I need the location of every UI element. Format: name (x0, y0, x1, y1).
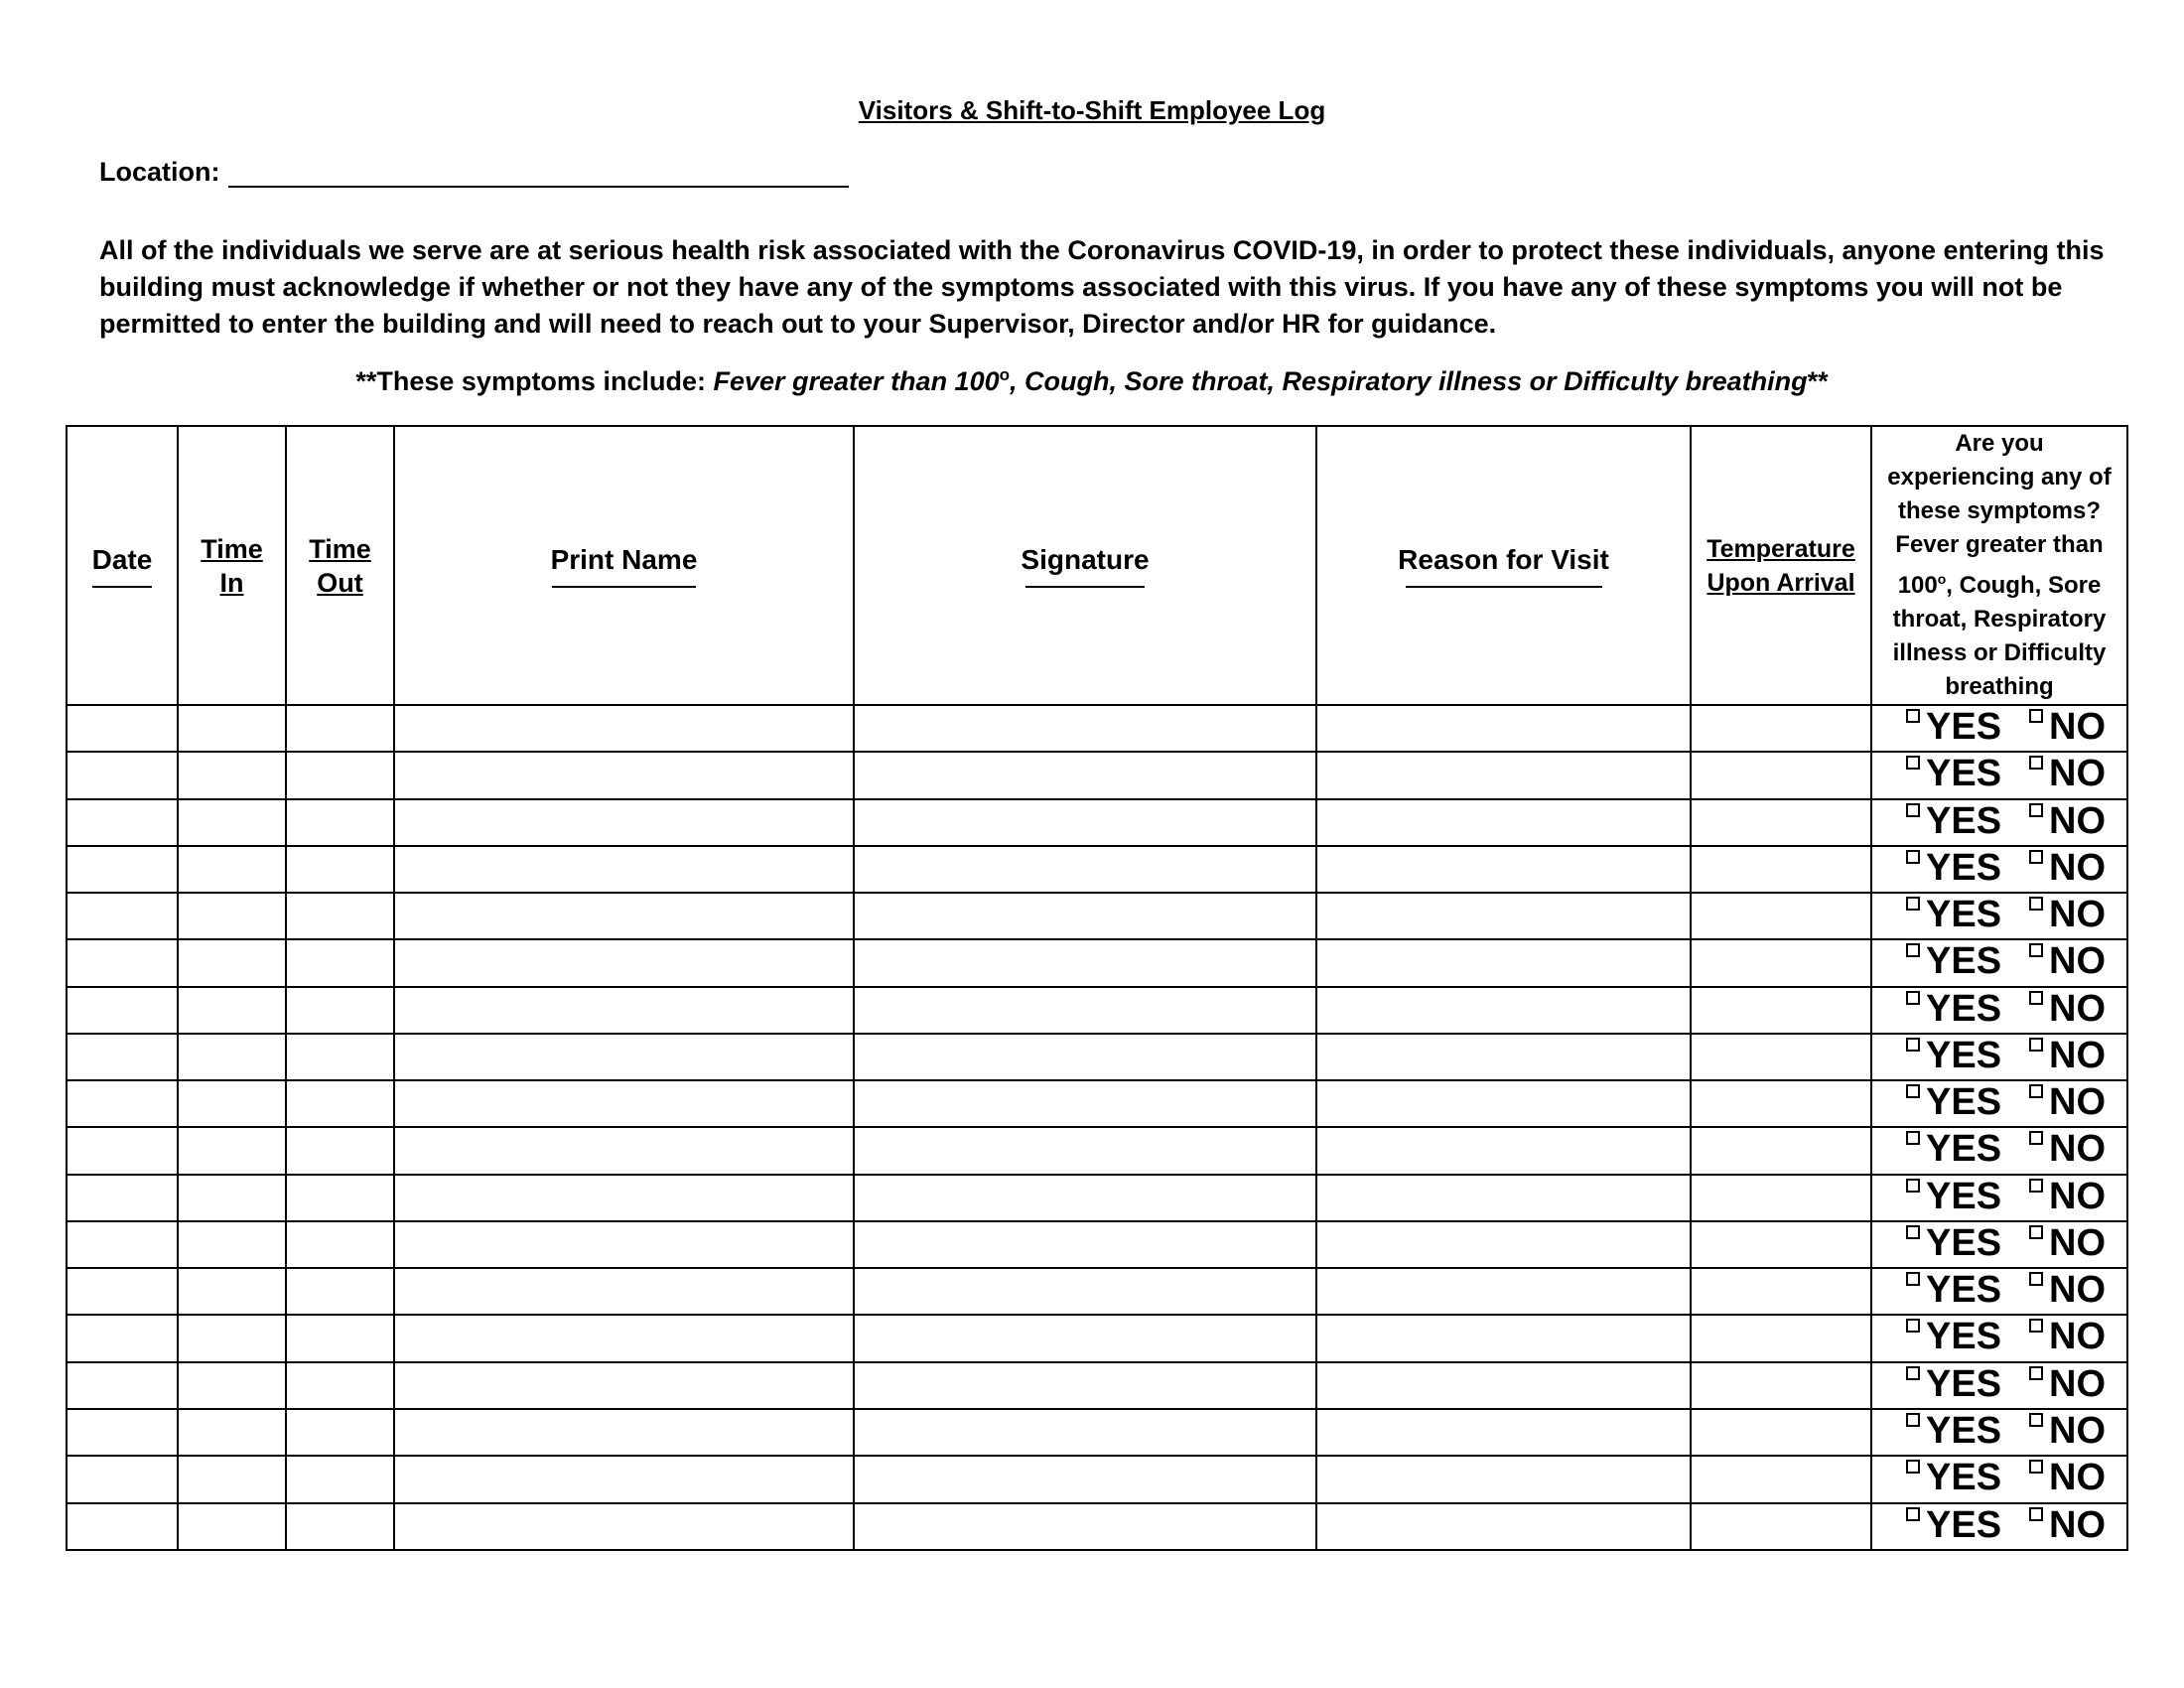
reason-cell[interactable] (1316, 987, 1691, 1034)
no-checkbox[interactable] (2029, 1460, 2043, 1474)
temperature-cell[interactable] (1691, 987, 1871, 1034)
symptom-answer-cell (1871, 1362, 2127, 1409)
table-row (67, 1409, 2127, 1456)
time-in-cell[interactable] (178, 939, 286, 986)
location-field (99, 157, 849, 188)
temperature-cell[interactable] (1691, 1221, 1871, 1268)
print-name-cell[interactable] (394, 1268, 854, 1315)
yes-checkbox[interactable] (1906, 1179, 1920, 1193)
no-checkbox[interactable] (2029, 1084, 2043, 1098)
print-name-cell[interactable] (394, 1456, 854, 1502)
table-row (67, 1221, 2127, 1268)
temperature-cell[interactable] (1691, 1315, 1871, 1361)
time-out-cell[interactable] (286, 987, 394, 1034)
symptom-answer-cell (1871, 1456, 2127, 1502)
symptom-answer-cell (1871, 752, 2127, 798)
no-label: NO (2049, 1316, 2106, 1358)
signature-cell[interactable] (854, 846, 1316, 893)
no-label: NO (2049, 753, 2106, 795)
page-title: Visitors & Shift-to-Shift Employee Log (858, 95, 1326, 125)
header-date-underline (92, 586, 152, 588)
no-label: NO (2049, 799, 2106, 842)
symptom-answer-cell (1871, 1034, 2127, 1080)
symptom-answer-cell (1871, 1127, 2127, 1174)
yes-label: YES (1926, 846, 2002, 889)
visitor-log-table (66, 425, 2128, 1551)
temperature-cell[interactable] (1691, 846, 1871, 893)
reason-cell[interactable] (1316, 1221, 1691, 1268)
yes-checkbox[interactable] (1906, 850, 1920, 864)
temperature-cell[interactable] (1691, 1175, 1871, 1221)
header-date (67, 426, 178, 705)
signature-cell[interactable] (854, 799, 1316, 846)
time-out-cell[interactable] (286, 1221, 394, 1268)
time-in-cell[interactable] (178, 1127, 286, 1174)
yes-checkbox[interactable] (1906, 1038, 1920, 1052)
header-time-out-line1: Time (309, 533, 371, 564)
symptom-answer-cell (1871, 1080, 2127, 1127)
reason-cell[interactable] (1316, 1268, 1691, 1315)
no-checkbox[interactable] (2029, 1179, 2043, 1193)
print-name-cell[interactable] (394, 1409, 854, 1456)
no-checkbox[interactable] (2029, 943, 2043, 957)
no-checkbox[interactable] (2029, 897, 2043, 911)
reason-cell[interactable] (1316, 1080, 1691, 1127)
no-checkbox[interactable] (2029, 1507, 2043, 1521)
symptoms-suffix: ** (1807, 366, 1829, 396)
time-out-cell[interactable] (286, 1456, 394, 1502)
symptoms-italic-1: Fever greater than 100 (713, 366, 1000, 396)
symptom-answer-cell (1871, 1221, 2127, 1268)
header-reason (1316, 426, 1691, 705)
symptom-answer-cell (1871, 987, 2127, 1034)
symptom-answer-cell (1871, 799, 2127, 846)
yes-label: YES (1926, 1081, 2002, 1124)
yes-label: YES (1926, 1269, 2002, 1312)
signature-cell[interactable] (854, 1503, 1316, 1550)
time-in-cell[interactable] (178, 846, 286, 893)
symptoms-italic-2: , Cough, Sore throat, Respiratory illness or Difficulty breathing (1010, 366, 1808, 396)
time-out-cell[interactable] (286, 1409, 394, 1456)
reason-cell[interactable] (1316, 1362, 1691, 1409)
degree-mark: o (999, 365, 1010, 384)
signature-cell[interactable] (854, 1409, 1316, 1456)
print-name-cell[interactable] (394, 1034, 854, 1080)
temperature-cell[interactable] (1691, 1362, 1871, 1409)
reason-cell[interactable] (1316, 939, 1691, 986)
header-print-name-label: Print Name (550, 543, 698, 575)
no-checkbox[interactable] (2029, 1413, 2043, 1427)
table-row (67, 846, 2127, 893)
time-in-cell[interactable] (178, 1268, 286, 1315)
no-checkbox[interactable] (2029, 1272, 2043, 1286)
date-cell[interactable] (67, 939, 178, 986)
temperature-cell[interactable] (1691, 799, 1871, 846)
time-out-cell[interactable] (286, 799, 394, 846)
reason-cell[interactable] (1316, 1175, 1691, 1221)
time-out-cell[interactable] (286, 939, 394, 986)
no-checkbox[interactable] (2029, 1366, 2043, 1380)
yes-label: YES (1926, 1316, 2002, 1358)
print-name-cell[interactable] (394, 987, 854, 1034)
notice-paragraph: All of the individuals we serve are at serious health risk associated with the Coronavirus COVID-19, in order to protect these individuals, anyone entering this building must acknowledge if whether or not they have any of the symptoms associated with this virus. If you have any of these symptoms you will not be permitted to enter the building and will need to reach out to your Supervisor, Director and/or HR for guidance. (99, 235, 2105, 339)
time-in-cell[interactable] (178, 799, 286, 846)
header-print-name (394, 426, 854, 705)
signature-cell[interactable] (854, 1362, 1316, 1409)
time-out-cell[interactable] (286, 1315, 394, 1361)
table-row (67, 799, 2127, 846)
no-label: NO (2049, 1221, 2106, 1264)
table-row (67, 752, 2127, 798)
no-label: NO (2049, 987, 2106, 1030)
date-cell[interactable] (67, 1080, 178, 1127)
yes-label: YES (1926, 1034, 2002, 1076)
yes-checkbox[interactable] (1906, 1131, 1920, 1145)
temperature-cell[interactable] (1691, 1456, 1871, 1502)
print-name-cell[interactable] (394, 846, 854, 893)
no-label: NO (2049, 940, 2106, 983)
table-row (67, 1268, 2127, 1315)
reason-cell[interactable] (1316, 1409, 1691, 1456)
table-row (67, 1503, 2127, 1550)
time-out-cell[interactable] (286, 1034, 394, 1080)
yes-label: YES (1926, 987, 2002, 1030)
print-name-cell[interactable] (394, 1127, 854, 1174)
symptoms-note (0, 365, 2184, 397)
print-name-cell[interactable] (394, 1503, 854, 1550)
temperature-cell[interactable] (1691, 1034, 1871, 1080)
question-text-1: Are you experiencing any of these symptoms? Fever greater than 100 (1887, 430, 2112, 599)
yes-checkbox[interactable] (1906, 1460, 1920, 1474)
no-label: NO (2049, 894, 2106, 936)
time-in-cell[interactable] (178, 893, 286, 939)
print-name-cell[interactable] (394, 1175, 854, 1221)
yes-checkbox[interactable] (1906, 1272, 1920, 1286)
time-out-cell[interactable] (286, 752, 394, 798)
yes-checkbox[interactable] (1906, 1507, 1920, 1521)
table-row (67, 1315, 2127, 1361)
symptom-answer-cell (1871, 1268, 2127, 1315)
header-signature-label: Signature (1021, 543, 1150, 575)
header-symptom-question (1871, 426, 2127, 705)
reason-cell[interactable] (1316, 1127, 1691, 1174)
no-label: NO (2049, 846, 2106, 889)
temperature-cell[interactable] (1691, 705, 1871, 752)
time-out-cell[interactable] (286, 1268, 394, 1315)
yes-checkbox[interactable] (1906, 1225, 1920, 1239)
signature-cell[interactable] (854, 752, 1316, 798)
no-checkbox[interactable] (2029, 756, 2043, 770)
date-cell[interactable] (67, 752, 178, 798)
time-out-cell[interactable] (286, 705, 394, 752)
header-signature (854, 426, 1316, 705)
header-time-out (286, 426, 394, 705)
reason-cell[interactable] (1316, 1315, 1691, 1361)
date-cell[interactable] (67, 1362, 178, 1409)
print-name-cell[interactable] (394, 752, 854, 798)
print-name-cell[interactable] (394, 799, 854, 846)
header-reason-label: Reason for Visit (1398, 543, 1609, 575)
yes-checkbox[interactable] (1906, 803, 1920, 817)
no-label: NO (2049, 1175, 2106, 1217)
date-cell[interactable] (67, 1034, 178, 1080)
header-time-in-line2: In (219, 567, 244, 598)
no-checkbox[interactable] (2029, 709, 2043, 723)
no-checkbox[interactable] (2029, 850, 2043, 864)
symptom-answer-cell (1871, 1175, 2127, 1221)
reason-cell[interactable] (1316, 1456, 1691, 1502)
print-name-cell[interactable] (394, 705, 854, 752)
print-name-cell[interactable] (394, 1080, 854, 1127)
yes-checkbox[interactable] (1906, 943, 1920, 957)
temperature-cell[interactable] (1691, 893, 1871, 939)
date-cell[interactable] (67, 1175, 178, 1221)
date-cell[interactable] (67, 1127, 178, 1174)
signature-cell[interactable] (854, 1127, 1316, 1174)
symptom-answer-cell (1871, 705, 2127, 752)
date-cell[interactable] (67, 1456, 178, 1502)
signature-cell[interactable] (854, 987, 1316, 1034)
no-label: NO (2049, 1503, 2106, 1546)
yes-label: YES (1926, 1221, 2002, 1264)
time-out-cell[interactable] (286, 846, 394, 893)
reason-cell[interactable] (1316, 752, 1691, 798)
header-print-name-underline (552, 586, 696, 588)
no-checkbox[interactable] (2029, 803, 2043, 817)
temperature-cell[interactable] (1691, 939, 1871, 986)
time-out-cell[interactable] (286, 1127, 394, 1174)
signature-cell[interactable] (854, 893, 1316, 939)
header-temperature (1691, 426, 1871, 705)
time-in-cell[interactable] (178, 1503, 286, 1550)
signature-cell[interactable] (854, 1456, 1316, 1502)
header-temp-line1: Temperature (1706, 534, 1855, 563)
yes-checkbox[interactable] (1906, 1413, 1920, 1427)
date-cell[interactable] (67, 1221, 178, 1268)
table-row (67, 1362, 2127, 1409)
location-label: Location: (99, 157, 220, 187)
signature-cell[interactable] (854, 1175, 1316, 1221)
location-input-line[interactable] (228, 160, 849, 188)
no-checkbox[interactable] (2029, 1319, 2043, 1333)
no-label: NO (2049, 1457, 2106, 1499)
log-body (67, 705, 2127, 1550)
reason-cell[interactable] (1316, 1503, 1691, 1550)
yes-label: YES (1926, 1503, 2002, 1546)
time-in-cell[interactable] (178, 705, 286, 752)
yes-label: YES (1926, 706, 2002, 748)
reason-cell[interactable] (1316, 846, 1691, 893)
print-name-cell[interactable] (394, 1362, 854, 1409)
date-cell[interactable] (67, 1268, 178, 1315)
print-name-cell[interactable] (394, 1315, 854, 1361)
no-label: NO (2049, 1128, 2106, 1171)
no-label: NO (2049, 1362, 2106, 1405)
signature-cell[interactable] (854, 1034, 1316, 1080)
time-out-cell[interactable] (286, 893, 394, 939)
time-out-cell[interactable] (286, 1175, 394, 1221)
no-label: NO (2049, 706, 2106, 748)
symptoms-prefix: **These symptoms include: (355, 366, 714, 396)
symptom-answer-cell (1871, 893, 2127, 939)
date-cell[interactable] (67, 1503, 178, 1550)
no-checkbox[interactable] (2029, 991, 2043, 1005)
time-in-cell[interactable] (178, 1315, 286, 1361)
yes-checkbox[interactable] (1906, 709, 1920, 723)
symptom-answer-cell (1871, 846, 2127, 893)
yes-checkbox[interactable] (1906, 1366, 1920, 1380)
question-text-2: , Cough, Sore throat, Respiratory illness or Difficulty breathing (1892, 572, 2107, 700)
header-row (67, 426, 2127, 705)
header-time-out-line2: Out (317, 567, 363, 598)
yes-checkbox[interactable] (1906, 756, 1920, 770)
time-out-cell[interactable] (286, 1080, 394, 1127)
no-label: NO (2049, 1409, 2106, 1452)
yes-label: YES (1926, 1409, 2002, 1452)
signature-cell[interactable] (854, 1080, 1316, 1127)
header-temp-line2: Upon Arrival (1706, 568, 1855, 597)
reason-cell[interactable] (1316, 893, 1691, 939)
time-in-cell[interactable] (178, 752, 286, 798)
yes-label: YES (1926, 894, 2002, 936)
yes-checkbox[interactable] (1906, 991, 1920, 1005)
time-in-cell[interactable] (178, 987, 286, 1034)
date-cell[interactable] (67, 705, 178, 752)
time-in-cell[interactable] (178, 1034, 286, 1080)
print-name-cell[interactable] (394, 893, 854, 939)
time-out-cell[interactable] (286, 1503, 394, 1550)
yes-label: YES (1926, 753, 2002, 795)
signature-cell[interactable] (854, 1268, 1316, 1315)
temperature-cell[interactable] (1691, 1268, 1871, 1315)
signature-cell[interactable] (854, 939, 1316, 986)
table-row (67, 939, 2127, 986)
no-label: NO (2049, 1081, 2106, 1124)
no-label: NO (2049, 1269, 2106, 1312)
yes-label: YES (1926, 1128, 2002, 1171)
yes-label: YES (1926, 799, 2002, 842)
time-in-cell[interactable] (178, 1080, 286, 1127)
yes-label: YES (1926, 1362, 2002, 1405)
header-time-in-line1: Time (201, 533, 263, 564)
table-row (67, 1456, 2127, 1502)
no-checkbox[interactable] (2029, 1225, 2043, 1239)
yes-checkbox[interactable] (1906, 1319, 1920, 1333)
yes-label: YES (1926, 940, 2002, 983)
temperature-cell[interactable] (1691, 1409, 1871, 1456)
date-cell[interactable] (67, 1409, 178, 1456)
symptom-answer-cell (1871, 1503, 2127, 1550)
temperature-cell[interactable] (1691, 1080, 1871, 1127)
table-row (67, 1080, 2127, 1127)
signature-cell[interactable] (854, 705, 1316, 752)
date-cell[interactable] (67, 893, 178, 939)
yes-label: YES (1926, 1175, 2002, 1217)
temperature-cell[interactable] (1691, 752, 1871, 798)
print-name-cell[interactable] (394, 939, 854, 986)
table-row (67, 705, 2127, 752)
symptom-answer-cell (1871, 939, 2127, 986)
yes-checkbox[interactable] (1906, 1084, 1920, 1098)
time-in-cell[interactable] (178, 1362, 286, 1409)
time-in-cell[interactable] (178, 1175, 286, 1221)
time-in-cell[interactable] (178, 1221, 286, 1268)
table-row (67, 1175, 2127, 1221)
date-cell[interactable] (67, 799, 178, 846)
symptom-answer-cell (1871, 1315, 2127, 1361)
temperature-cell[interactable] (1691, 1127, 1871, 1174)
time-in-cell[interactable] (178, 1409, 286, 1456)
reason-cell[interactable] (1316, 1034, 1691, 1080)
header-reason-underline (1406, 586, 1602, 588)
date-cell[interactable] (67, 987, 178, 1034)
yes-checkbox[interactable] (1906, 897, 1920, 911)
header-signature-underline (1025, 586, 1145, 588)
temperature-cell[interactable] (1691, 1503, 1871, 1550)
time-out-cell[interactable] (286, 1362, 394, 1409)
table-row (67, 893, 2127, 939)
symptom-answer-cell (1871, 1409, 2127, 1456)
header-date-label: Date (91, 543, 153, 575)
table-row (67, 1127, 2127, 1174)
reason-cell[interactable] (1316, 705, 1691, 752)
table-row (67, 987, 2127, 1034)
no-label: NO (2049, 1034, 2106, 1076)
header-time-in (178, 426, 286, 705)
signature-cell[interactable] (854, 1221, 1316, 1268)
no-checkbox[interactable] (2029, 1131, 2043, 1145)
yes-label: YES (1926, 1457, 2002, 1499)
signature-cell[interactable] (854, 1315, 1316, 1361)
print-name-cell[interactable] (394, 1221, 854, 1268)
question-degree: o (1937, 571, 1947, 587)
reason-cell[interactable] (1316, 799, 1691, 846)
date-cell[interactable] (67, 846, 178, 893)
table-row (67, 1034, 2127, 1080)
no-checkbox[interactable] (2029, 1038, 2043, 1052)
date-cell[interactable] (67, 1315, 178, 1361)
time-in-cell[interactable] (178, 1456, 286, 1502)
